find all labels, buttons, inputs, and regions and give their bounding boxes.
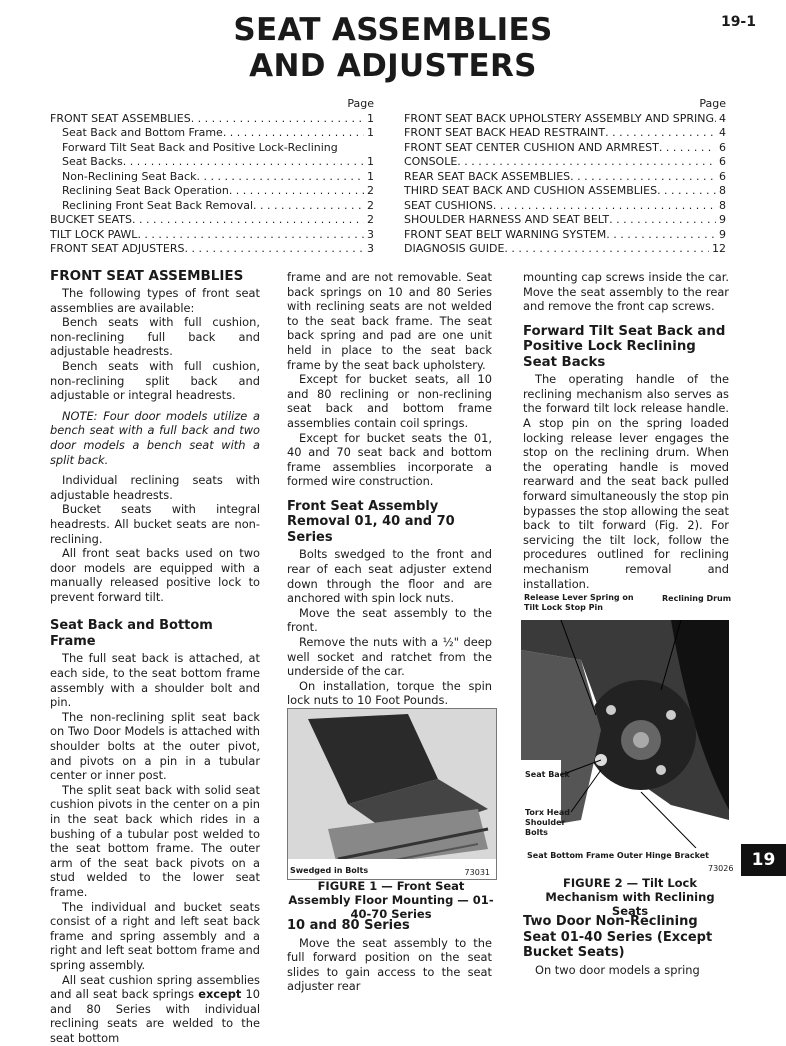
paragraph: The full seat back is attached, at each side, to the seat bottom frame assembly with a shoulder bolt and pin.	[50, 651, 260, 710]
toc-entry-page: 3	[367, 242, 374, 255]
toc-entry	[404, 155, 726, 170]
section-tab: 19	[741, 844, 786, 876]
toc-entry-page: 1	[367, 111, 374, 125]
toc-entry-label: CONSOLE	[404, 155, 458, 168]
toc-right	[404, 97, 726, 257]
seat-photo-illustration	[288, 709, 496, 879]
fig2-label-seatback: Seat Back	[525, 770, 570, 779]
toc-leader-dots	[606, 228, 716, 243]
toc-entry	[50, 141, 374, 156]
toc-leader-dots	[605, 126, 716, 141]
toc-leader-dots	[570, 170, 716, 185]
heading-two-door: Two Door Non-Reclining Seat 01-40 Series (Except Bucket Seats)	[523, 914, 713, 960]
toc-leader-dots	[229, 184, 364, 199]
toc-leader-dots	[609, 213, 716, 228]
toc-entry-label: FRONT SEAT BACK HEAD RESTRAINT	[404, 126, 606, 139]
figure-2-caption: FIGURE 2 — Tilt Lock Mechanism with Reclining Seats	[545, 876, 715, 918]
toc-entry-label: Reclining Seat Back Operation	[62, 184, 229, 197]
toc-entry	[50, 126, 374, 141]
paragraph: The split seat back with solid seat cushion pivots in the center on a pin in the seat back which rides in a bushing of a tubular post welded to the seat bottom frame. The outer arm of the seat back pivots on a stud welded to the lower seat frame.	[50, 782, 260, 899]
toc-entry	[50, 199, 374, 214]
toc-entry-page: 4	[719, 111, 726, 125]
figure-2-photo	[521, 620, 729, 848]
toc-entry-label: DIAGNOSIS GUIDE	[404, 242, 505, 255]
toc-entry-label: Seat Backs	[62, 155, 123, 168]
figure-1-caption: FIGURE 1 — Front Seat Assembly Floor Mounting — 01-40-70 Series	[288, 879, 494, 921]
toc-entry-label: TILT LOCK PAWL	[50, 227, 138, 241]
toc-entry-label: FRONT SEAT BACK UPHOLSTERY ASSEMBLY AND SPRING	[404, 111, 715, 125]
paragraph: On two door models a spring	[535, 962, 700, 977]
heading-forward-tilt: Forward Tilt Seat Back and Positive Lock Reclining Seat Backs	[523, 323, 726, 370]
toc-entry	[404, 141, 726, 156]
column-2-bottom	[287, 918, 492, 994]
paragraph: Individual reclining seats with adjustable headrests.	[50, 473, 260, 502]
toc-entry-label: BUCKET SEATS	[50, 213, 132, 226]
toc-left	[50, 97, 374, 257]
toc-entry	[404, 242, 726, 257]
toc-leader-dots	[457, 155, 716, 170]
fig1-label-bolts: Swedged in Bolts	[290, 866, 369, 875]
toc-entry	[404, 213, 726, 228]
toc-leader-dots	[123, 155, 364, 170]
paragraph: Move the seat assembly to the full forward position on the seat slides to gain access to the seat adjuster rear	[287, 935, 492, 994]
toc-entry-page: 1	[367, 155, 374, 168]
toc-entry-page: 9	[719, 213, 726, 226]
paragraph: On installation, torque the spin lock nuts to 10 Foot Pounds.	[287, 678, 492, 708]
toc-entry-label: Forward Tilt Seat Back and Positive Lock-Reclining	[62, 140, 338, 154]
column-2	[287, 270, 492, 708]
column-1	[50, 268, 260, 1046]
toc-leader-dots	[223, 126, 364, 141]
column-3-bottom	[523, 914, 729, 977]
toc-leader-dots	[504, 242, 709, 257]
fig2-code: 73026	[708, 864, 734, 873]
toc-entry	[404, 228, 726, 243]
toc-entry	[50, 228, 374, 243]
paragraph: Remove the nuts with a ½" deep well socket and ratchet from the underside of the car.	[287, 634, 492, 679]
paragraph: The following types of front seat assemblies are available:	[50, 286, 260, 315]
fig2-label-torx: Torx Head Shoulder Bolts	[525, 808, 571, 837]
toc-entry-page: 8	[719, 198, 726, 212]
toc-entry-page: 2	[367, 198, 374, 212]
toc-leader-dots	[493, 199, 716, 214]
paragraph: mounting cap screws inside the car. Move the seat assembly to the rear and remove the front cap screws.	[523, 270, 729, 314]
toc-entry-page: 1	[367, 169, 374, 183]
toc-entry	[50, 213, 374, 228]
text-run: 10 and 80 Series with individual reclining seats are welded to the seat bottom	[50, 987, 260, 1045]
column-3	[523, 270, 729, 591]
toc-leader-dots	[191, 112, 364, 127]
toc-entry-label: SHOULDER HARNESS AND SEAT BELT	[404, 213, 610, 226]
toc-leader-dots	[184, 242, 364, 257]
fig2-label-hinge: Seat Bottom Frame Outer Hinge Bracket	[527, 851, 709, 860]
toc-leader-dots	[137, 228, 364, 243]
toc-entry-page: 9	[719, 227, 726, 241]
toc-entry-label: THIRD SEAT BACK AND CUSHION ASSEMBLIES	[404, 184, 658, 197]
toc-entry	[404, 184, 726, 199]
toc-entry	[404, 170, 726, 185]
paragraph: Except for bucket seats, all 10 and 80 reclining or non-reclining seat back and bottom frame assemblies contain coil springs.	[287, 372, 492, 430]
note: NOTE: Four door models utilize a bench seat with a full back and two door models a bench seat with a split back.	[50, 408, 260, 467]
paragraph: The non-reclining split seat back on Two Door Models is attached with shoulder bolts at the outer pivot, and pivots on a pin in a tubular center or inner post.	[50, 709, 260, 783]
toc-entry-page: 8	[719, 184, 726, 197]
page-number: 19-1	[720, 14, 756, 30]
toc-entry-page: 6	[719, 155, 726, 168]
toc-entry	[50, 242, 374, 257]
toc-entry-label: FRONT SEAT BELT WARNING SYSTEM	[404, 227, 607, 241]
paragraph: The individual and bucket seats consist of a right and left seat back frame and spring assembly and a right and left seat bottom frame and spring assembly.	[50, 899, 260, 972]
toc-left-page-heading: Page	[347, 97, 374, 110]
toc-entry-label: REAR SEAT BACK ASSEMBLIES	[404, 169, 571, 183]
paragraph: Bench seats with full cushion, non-reclining split back and adjustable or integral headrests.	[50, 358, 260, 403]
fig2-label-drum: Reclining Drum	[662, 594, 732, 603]
toc-leader-dots	[657, 184, 716, 199]
toc-entry-page: 4	[719, 126, 726, 139]
toc-entry-page: 3	[367, 227, 374, 241]
page-title	[0, 12, 786, 84]
paragraph: Bench seats with full cushion, non-reclining full back and adjustable headrests.	[50, 315, 260, 359]
paragraph: Bucket seats with integral headrests. All bucket seats are non-reclining.	[50, 502, 260, 546]
toc-entry-page: 2	[367, 184, 374, 197]
figure-1-photo	[287, 708, 497, 880]
toc-entry	[50, 112, 374, 127]
toc-entry-page: 6	[719, 169, 726, 183]
toc-entry-page: 2	[367, 213, 374, 226]
toc-leader-dots	[659, 141, 716, 156]
fig2-label-release: Release Lever Spring on Tilt Lock Stop Pin	[524, 593, 634, 612]
heading-front-seat-removal: Front Seat Assembly Removal 01, 40 and 70 Series	[287, 498, 455, 545]
paragraph	[50, 973, 260, 1046]
toc-leader-dots	[253, 199, 364, 214]
title-line-1: SEAT ASSEMBLIES	[233, 12, 553, 48]
title-line-2: AND ADJUSTERS	[249, 48, 537, 84]
toc-entry-label: FRONT SEAT ADJUSTERS	[50, 242, 185, 255]
paragraph: Except for bucket seats the 01, 40 and 70 seat back and bottom frame assemblies incorporate a formed wire construction.	[287, 430, 492, 489]
text-run-bold: except	[198, 987, 242, 1002]
toc-entry	[404, 112, 726, 127]
toc-leader-dots	[132, 213, 364, 228]
toc-entry	[50, 170, 374, 185]
toc-entry-page: 6	[719, 140, 726, 154]
heading-seat-back-frame: Seat Back and Bottom Frame	[50, 618, 213, 649]
fig1-code: 73031	[464, 868, 490, 877]
toc-entry-label: Reclining Front Seat Back Removal	[62, 198, 254, 212]
paragraph: Move the seat assembly to the front.	[287, 605, 492, 635]
toc-entry-page: 12	[712, 242, 726, 255]
toc-entry-label: Non-Reclining Seat Back	[62, 169, 197, 183]
paragraph: frame and are not removable. Seat back springs on 10 and 80 Series with reclining seats are not welded to the seat back frame. The seat back spring and pad are one unit held in place to the seat back frame by the seat back upholstery.	[287, 270, 492, 372]
toc-leader-dots	[196, 170, 364, 185]
toc-entry-label: SEAT CUSHIONS	[404, 198, 493, 212]
heading-10-80-series: 10 and 80 Series	[287, 918, 410, 933]
toc-entry-label: Seat Back and Bottom Frame	[62, 126, 223, 139]
paragraph: The operating handle of the reclining mechanism also serves as the forward tilt lock release handle. A stop pin on the spring loaded locking release lever engages the stop on the reclining drum. When the operating handle is moved rearward and the seat back pulled forward simultaneously the stop pin bypasses the stop allowing the seat back to tilt forward (Fig. 2). For servicing the tilt lock, follow the procedures outlined for reclining mechanism removal and installation.	[523, 372, 729, 591]
toc-entry	[404, 126, 726, 141]
paragraph: All front seat backs used on two door models are equipped with a manually released positive lock to prevent forward tilt.	[50, 546, 260, 604]
toc-entry-label: FRONT SEAT ASSEMBLIES	[50, 111, 191, 125]
paragraph: Bolts swedged to the front and rear of each seat adjuster extend down through the floor and are anchored with spin lock nuts.	[287, 547, 492, 606]
heading-front-seat-assemblies: FRONT SEAT ASSEMBLIES	[50, 268, 244, 284]
toc-entry	[50, 184, 374, 199]
toc-entry-page: 1	[367, 126, 374, 139]
toc-entry	[404, 199, 726, 214]
toc-entry	[50, 155, 374, 170]
toc-entry-label: FRONT SEAT CENTER CUSHION AND ARMREST	[404, 140, 659, 154]
text-run: All seat cushion spring assemblies and all seat back springs	[50, 972, 260, 1002]
toc-right-page-heading: Page	[699, 97, 726, 110]
